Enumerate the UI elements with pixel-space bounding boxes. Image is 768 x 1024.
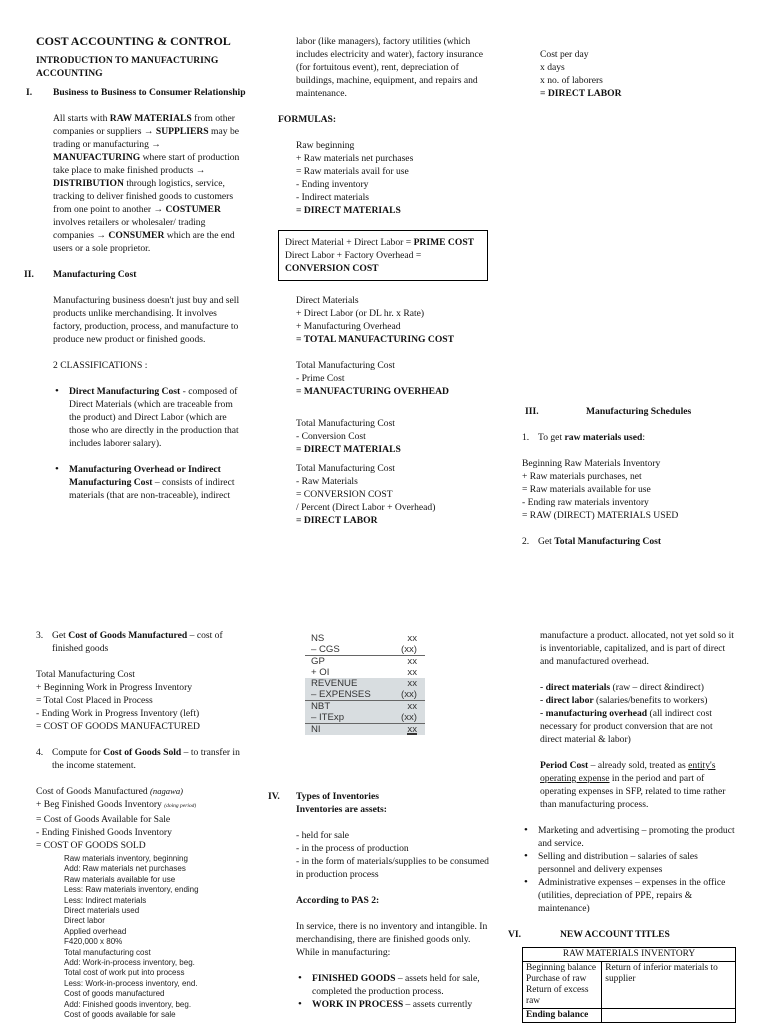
formula-line: + Direct Labor (or DL hr. x Rate)	[296, 308, 425, 319]
income-row-label: – EXPENSES	[311, 689, 371, 700]
direct-labor-note: - direct labor (salaries/benefits to workers)	[540, 695, 708, 706]
formulas-heading: FORMULAS:	[278, 114, 337, 125]
direct-labor-result: = DIRECT LABOR	[296, 515, 378, 526]
prime-conversion-box	[278, 230, 488, 281]
raw-materials-credit-cell	[602, 962, 736, 1009]
period-cost-bullet: • Selling and distribution – salaries of sales personnel and delivery expenses	[522, 850, 736, 876]
manufacturing-overhead-note: - manufacturing overhead (all indirect cost necessary for product conversion that are not direct material & labor)	[540, 708, 713, 745]
formula-line: + Raw materials purchases, net	[522, 471, 642, 482]
schedule-line: Less: Work-in-process inventory, end.	[64, 978, 198, 988]
cogs-line-2: + Beg Finished Goods Inventory (doing period)	[36, 799, 197, 810]
formula-line: - Raw Materials	[296, 476, 358, 487]
schedule-line: Less: Indirect materials	[64, 895, 147, 905]
income-row	[305, 667, 425, 678]
schedule-line: Add: Finished goods inventory, beg.	[64, 999, 192, 1009]
schedule-line: Add: Work-in-process inventory, beg.	[64, 958, 195, 968]
schedule-line: Direct labor	[64, 916, 105, 926]
income-row	[305, 678, 425, 689]
direct-labor-result-2: = DIRECT LABOR	[540, 88, 622, 99]
schedule-line: Cost of goods manufactured	[64, 989, 165, 999]
formula-line: + Manufacturing Overhead	[296, 321, 401, 332]
inventory-line: - in the form of materials/supplies to be consumed in production process	[296, 856, 489, 880]
income-row	[305, 633, 425, 644]
classifications-label: 2 CLASSIFICATIONS :	[53, 360, 148, 371]
formula-line: Direct Materials	[296, 295, 359, 306]
schedule-line: Total manufacturing cost	[64, 947, 151, 957]
income-statement-figure	[305, 633, 425, 735]
formula-line: - Ending Finished Goods Inventory	[36, 827, 172, 838]
income-row-label: – ITExp	[311, 712, 345, 723]
income-row-label: NS	[311, 633, 325, 644]
section-2	[24, 268, 246, 502]
income-row	[305, 724, 425, 735]
income-row-value: (xx)	[401, 689, 417, 700]
direct-manufacturing-cost-bullet: • Direct Manufacturing Cost - composed of Direct Materials (which are traceable from the product) and Direct Labor (which are those who are directly in the production that includes laborer salary).	[53, 385, 246, 450]
direct-materials-note: - direct materials (raw – direct &indirect)	[540, 682, 704, 693]
conversion-cost-label: CONVERSION COST	[285, 263, 379, 274]
formula-line: = CONVERSION COST	[296, 489, 393, 500]
schedule-item-3: 3. Get Cost of Goods Manufactured – cost of finished goods	[36, 630, 223, 654]
schedule-line: Cost of goods available for sale	[64, 1010, 176, 1020]
table-line: Beginning balance	[526, 963, 597, 973]
page-title: COST ACCOUNTING & CONTROL	[36, 34, 231, 48]
direct-materials-result-2: = DIRECT MATERIALS	[296, 444, 401, 455]
income-row-label: + OI	[311, 667, 330, 678]
income-row-label: NBT	[311, 701, 331, 712]
raw-materials-inventory-table	[522, 947, 736, 1023]
section-1-numeral: I.	[26, 87, 33, 98]
section-4	[268, 790, 490, 1011]
income-row-label: GP	[311, 656, 325, 667]
schedule-item-2: 2. Get Total Manufacturing Cost	[522, 536, 662, 547]
schedule-line: Applied overhead	[64, 926, 127, 936]
income-row-value: xx	[407, 667, 417, 678]
ending-balance-cell: Ending balance	[523, 1009, 602, 1023]
formula-line: Total Manufacturing Cost	[296, 463, 395, 474]
section-2-numeral: II.	[24, 269, 34, 280]
manufacturing-overhead-bullet: • Manufacturing Overhead or Indirect Manufacturing Cost – consists of indirect materials (that are non-traceable), indirect	[53, 463, 246, 502]
formula-line: Total Manufacturing Cost	[296, 360, 395, 371]
income-row	[305, 656, 425, 667]
formula-line: + Raw materials net purchases	[296, 153, 414, 164]
direct-materials-result: = DIRECT MATERIALS	[296, 205, 401, 216]
column-1-bottom	[36, 629, 248, 1021]
formula-line: Cost per day	[540, 49, 589, 60]
table-line: Return of excess raw	[526, 985, 589, 1006]
formula-line: - Ending inventory	[296, 179, 369, 190]
column-1-top	[24, 34, 246, 502]
income-row-value: xx	[407, 701, 417, 712]
overhead-continued-text: labor (like managers), factory utilities (which includes electricity and water), factory insurance (for fortuitous event), rent, depreciation of buildings, machine, equipment, and repairs and maintenance.	[296, 36, 483, 99]
formula-line: - Ending raw materials inventory	[522, 497, 649, 508]
inventory-line: - in the process of production	[296, 843, 409, 854]
formula-line: x no. of laborers	[540, 75, 603, 86]
schedule-line: Raw materials available for use	[64, 874, 176, 884]
formula-line: - Conversion Cost	[296, 431, 366, 442]
pas-2-paragraph: In service, there is no inventory and intangible. In merchandising, there are finished goods only. While in manufacturing:	[296, 921, 488, 958]
column-3-top	[522, 48, 734, 100]
formula-line: = Cost of Goods Available for Sale	[36, 814, 171, 825]
section-4-heading: Types of Inventories	[296, 791, 379, 802]
schedule-line: Direct materials used	[64, 906, 140, 916]
manufacturing-overhead-result: = MANUFACTURING OVERHEAD	[296, 386, 449, 397]
period-cost-paragraph: Period Cost – already sold, treated as entity's operating expense in the period and part of operating expenses in SFP, related to time rather than manufacturing process.	[540, 760, 726, 810]
column-2-top	[278, 35, 490, 527]
income-row	[305, 689, 425, 701]
finished-goods-bullet: • FINISHED GOODS – assets held for sale, completed the production process.	[296, 972, 490, 998]
income-row	[305, 712, 425, 724]
formula-line: Raw beginning	[296, 140, 355, 151]
section-6-heading: NEW ACCOUNT TITLES	[560, 929, 670, 940]
table-line: Purchase of raw	[526, 974, 587, 984]
schedule-line: Total cost of work put into process	[64, 968, 185, 978]
income-row-value: xx	[407, 678, 417, 689]
column-3-bottom	[508, 629, 736, 1023]
formula-line: = Raw materials avail for use	[296, 166, 409, 177]
income-row-label: NI	[311, 724, 321, 735]
formula-line: Total Manufacturing Cost	[36, 669, 135, 680]
schedule-line: Less: Raw materials inventory, ending	[64, 885, 199, 895]
income-row-label: – CGS	[311, 644, 340, 655]
inventory-line: - held for sale	[296, 830, 350, 841]
intro-heading: INTRODUCTION TO MANUFACTURING ACCOUNTING	[36, 55, 219, 79]
section-4-subheading: Inventories are assets:	[296, 804, 387, 815]
formula-line: = Raw materials available for use	[522, 484, 651, 495]
formula-line: = RAW (DIRECT) MATERIALS USED	[522, 510, 679, 521]
schedule-item-4: 4. Compute for Cost of Goods Sold – to transfer in the income statement.	[36, 747, 240, 771]
income-row-label: REVENUE	[311, 678, 358, 689]
raw-materials-debit-cell	[523, 962, 602, 1009]
formula-line: Beginning Raw Materials Inventory	[522, 458, 661, 469]
section-1-heading: Business to Business to Consumer Relationship	[53, 87, 246, 98]
section-2-heading: Manufacturing Cost	[53, 269, 137, 280]
formula-line: - Prime Cost	[296, 373, 345, 384]
cogs-line-1: Cost of Goods Manufactured (nagawa)	[36, 786, 183, 797]
table-line: Return of inferior materials to supplier	[605, 963, 718, 984]
formula-line: + Beginning Work in Progress Inventory	[36, 682, 193, 693]
income-row	[305, 644, 425, 656]
formula-line: / Percent (Direct Labor + Overhead)	[296, 502, 436, 513]
formula-line: = COST OF GOODS MANUFACTURED	[36, 721, 200, 732]
income-row-value: xx	[407, 656, 417, 667]
direct-materials-formula	[278, 139, 490, 217]
section-1-paragraph: All starts with RAW MATERIALS from other companies or suppliers → SUPPLIERS may be trading or manufacturing → MANUFACTURING where start of production take place to make finished products → DISTRIBUTION through logistics, service, tracking to deliver finished goods to customers from one point to another → COSTUMER involves retailers or wholesaler/ trading companies → CONSUMER which are the end users or a sole proprietor.	[53, 113, 240, 254]
period-cost-bullet: • Marketing and advertising – promoting the product and service.	[522, 824, 736, 850]
income-row-value: xx	[407, 724, 417, 735]
income-row	[305, 701, 425, 712]
formula-line: - Indirect materials	[296, 192, 369, 203]
section-3	[522, 405, 734, 548]
raw-materials-table-title: RAW MATERIALS INVENTORY	[523, 948, 736, 962]
formula-line: = COST OF GOODS SOLD	[36, 840, 146, 851]
income-row-value: xx	[407, 633, 417, 644]
section-3-heading: Manufacturing Schedules	[586, 406, 692, 417]
prime-cost-formula: Direct Material + Direct Labor = PRIME COST	[285, 237, 475, 248]
formula-line: Total Manufacturing Cost	[296, 418, 395, 429]
schedule-item-1: 1. To get raw materials used:	[522, 432, 645, 443]
income-row-value: (xx)	[401, 644, 417, 655]
income-row-value: (xx)	[401, 712, 417, 723]
conversion-cost-formula: Direct Labor + Factory Overhead =	[285, 250, 422, 261]
section-1	[26, 86, 246, 255]
section-6-numeral: VI.	[508, 929, 522, 940]
section-2-paragraph: Manufacturing business doesn't just buy and sell products unlike merchandising. It involves factory, production, process, and manufacture to produce new product or finished goods.	[53, 295, 240, 345]
period-cost-bullet: • Administrative expenses – expenses in the office (utilities, depreciation of PPE, repairs & maintenance)	[522, 876, 736, 915]
schedule-line: Add: Raw materials net purchases	[64, 864, 186, 874]
work-in-process-continued: manufacture a product. allocated, not yet sold so it is inventoriable, capitalized, and is part of direct and manufactured overhead.	[540, 630, 734, 667]
section-3-numeral: III.	[525, 406, 539, 417]
total-manufacturing-cost-result: = TOTAL MANUFACTURING COST	[296, 334, 455, 345]
formula-line: x days	[540, 62, 565, 73]
section-4-numeral: IV.	[268, 791, 280, 802]
formula-line: - Ending Work in Progress Inventory (left)	[36, 708, 200, 719]
pas-2-heading: According to PAS 2:	[296, 895, 380, 906]
schedule-line: F420,000 x 80%	[64, 937, 123, 947]
formula-line: = Total Cost Placed in Process	[36, 695, 153, 706]
schedule-line: Raw materials inventory, beginning	[64, 854, 188, 863]
work-in-process-bullet: • WORK IN PROCESS – assets currently	[296, 998, 490, 1011]
